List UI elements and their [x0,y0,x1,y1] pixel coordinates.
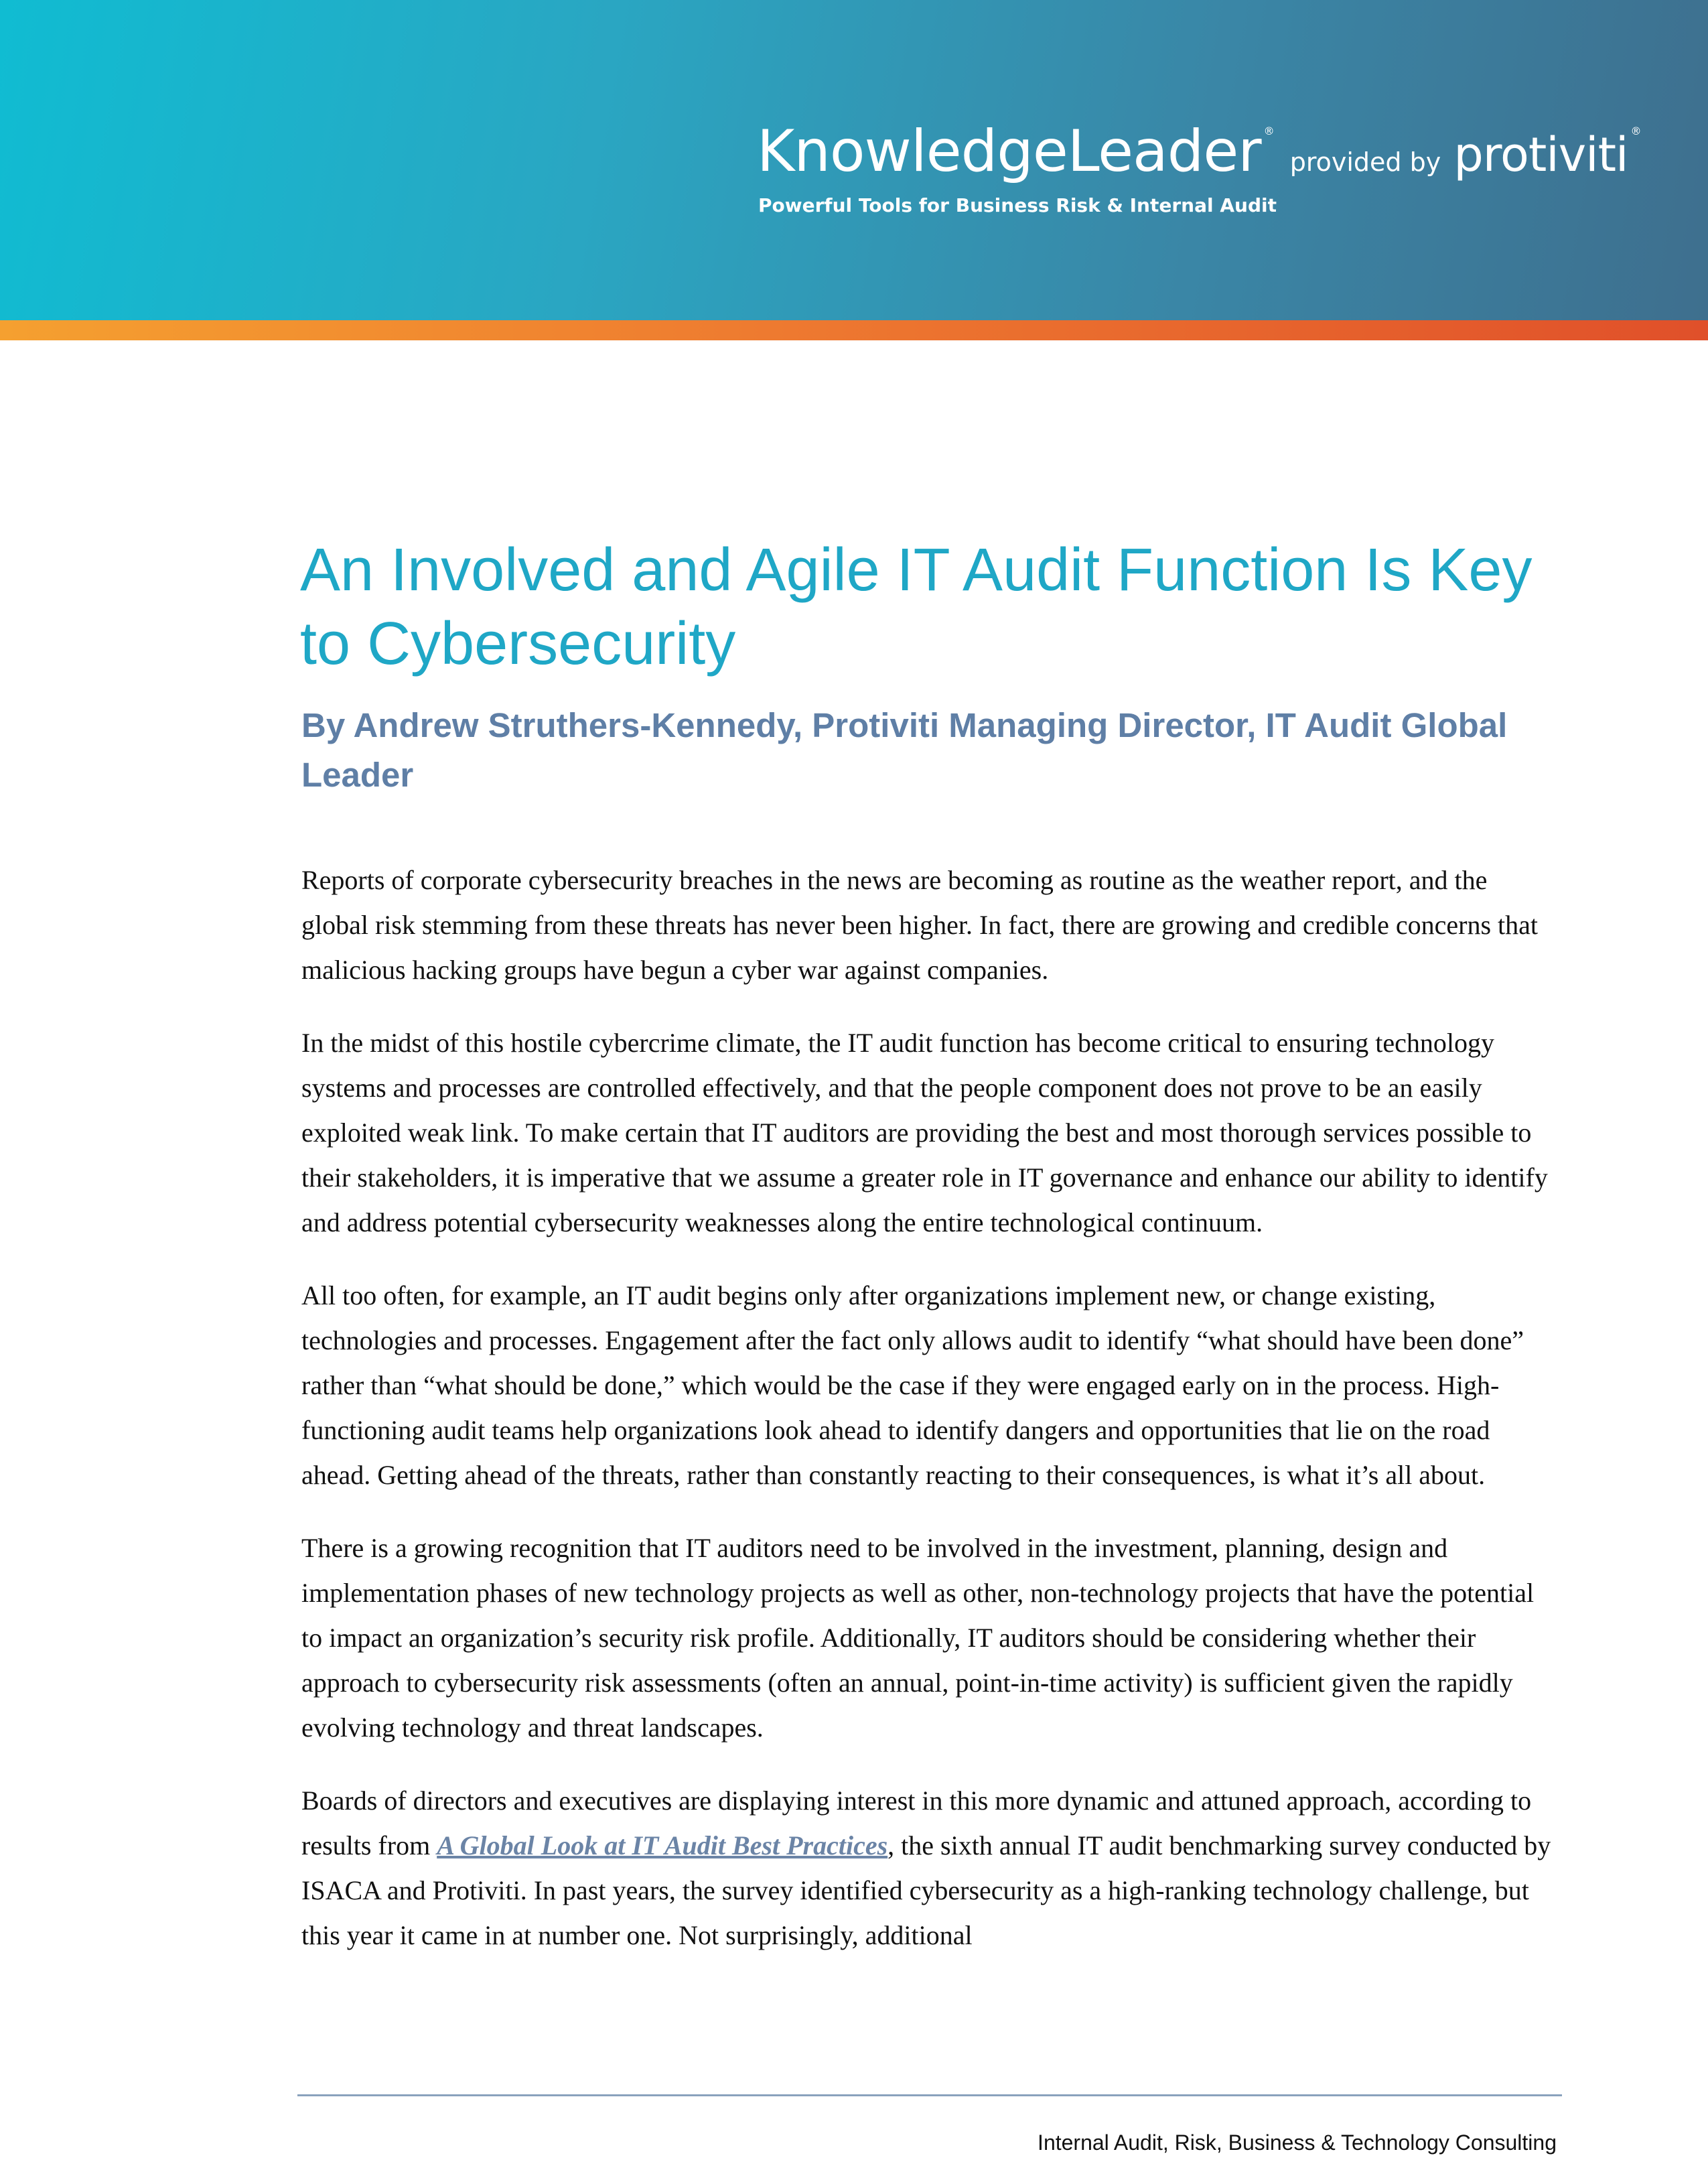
brand-tagline: Powerful Tools for Business Risk & Internal Audit [758,194,1277,216]
registered-mark: ® [1263,125,1275,137]
accent-stripe [0,320,1708,340]
brand-logo [757,118,1642,192]
article-byline: By Andrew Struthers-Kennedy, Protiviti Managing Director, IT Audit Global Leader [301,706,1508,794]
paragraph-2: In the midst of this hostile cybercrime climate, the IT audit function has become critical to ensuring technology systems and processes are controlled effectively, and that the people component does not prove to be an easily exploited weak link. To make certain that IT auditors are providing the best and most thorough services possible to their stakeholders, it is imperative that we assume a greater role in IT governance and enhance our ability to identify and address potential cybersecurity weaknesses along the entire technological continuum. [301,1028,1548,1237]
brand-name: KnowledgeLeader [757,118,1261,185]
paragraph-1: Reports of corporate cybersecurity breaches in the news are becoming as routine as the weather report, and the global risk stemming from these threats has never been higher. In fact, there are growing and credible concerns that malicious hacking groups have begun a cyber war against companies. [301,865,1538,985]
paragraph-5-start: Boards of directors and executives are displaying interest in this more dynamic and attuned approach, according to results from [301,1785,1532,1860]
paragraph-5-end: , the sixth annual IT audit benchmarking survey conducted by ISACA and Protiviti. In past years, the survey identified cybersecurity as a high-ranking technology challenge, but this year it came in at number one. Not surprisingly, additional [301,1830,1551,1950]
survey-link[interactable]: A Global Look at IT Audit Best Practices [437,1830,888,1860]
article-body [301,858,1561,1986]
provided-by-text: provided by [1289,147,1441,177]
registered-mark-partner: ® [1630,125,1642,137]
paragraph-4: There is a growing recognition that IT auditors need to be involved in the investment, planning, design and implementation phases of new technology projects as well as other, non-technology projects that have the potential to impact an organization’s security risk profile. Additionally, IT auditors should be considering whether their approach to cybersecurity risk assessments (often an annual, point-in-time activity) is sufficient given the rapidly evolving technology and threat landscapes. [301,1533,1535,1743]
paragraph-3: All too often, for example, an IT audit begins only after organizations implement new, or change existing, technologies and processes. Engagement after the fact only allows audit to identify “what should have been done” rather than “what should be done,” which would be the case if they were engaged early on in the process. High-functioning audit teams help organizations look ahead to identify dangers and opportunities that lie on the road ahead. Getting ahead of the threats, rather than constantly reacting to their consequences, is what it’s all about. [301,1280,1524,1490]
article-title: An Involved and Agile IT Audit Function Is Key to Cybersecurity [300,537,1533,677]
footer-divider [297,2094,1562,2096]
footer-text: Internal Audit, Risk, Business & Technology Consulting [1038,2130,1557,2155]
paragraph-5 [301,1778,1561,1958]
partner-name: protiviti [1453,127,1628,182]
